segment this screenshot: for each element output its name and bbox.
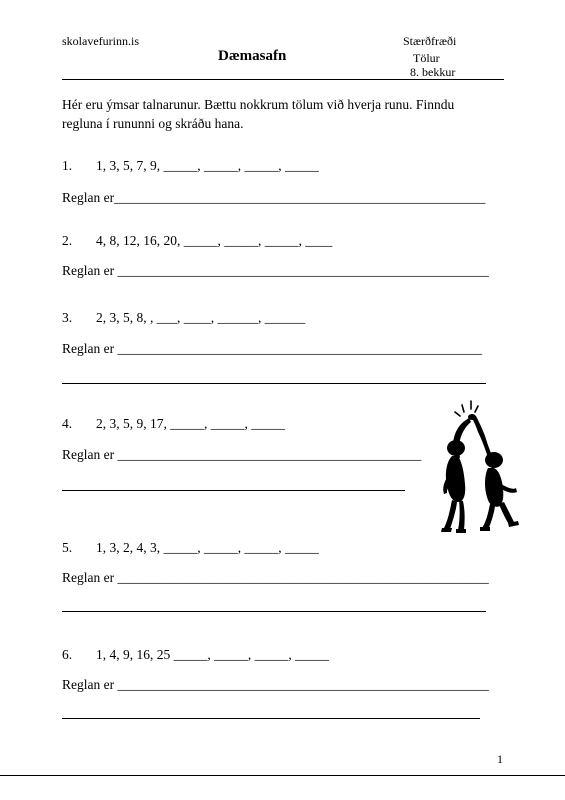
subject-label: Stærðfræði: [403, 34, 457, 48]
answer-line: [62, 383, 486, 384]
page-number: 1: [497, 752, 503, 766]
exercise-sequence: 1, 3, 5, 7, 9, _____, _____, _____, _____: [96, 158, 319, 173]
answer-line: [62, 611, 486, 612]
exercise-sequence: 4, 8, 12, 16, 20, _____, _____, _____, ____: [96, 233, 333, 248]
exercise-sequence: 2, 3, 5, 8, , ___, ____, ______, ______: [96, 310, 306, 325]
rule-line: Reglan er _______________________________________________________: [62, 570, 489, 585]
exercise-sequence: 1, 3, 2, 4, 3, _____, _____, _____, _____: [96, 540, 319, 555]
exercise-sequence: 1, 4, 9, 16, 25 _____, _____, _____, _____: [96, 647, 329, 662]
exercise-sequence: 2, 3, 5, 9, 17, _____, _____, _____: [96, 416, 285, 431]
intro-text: Hér eru ýmsar talnarunur. Bættu nokkrum tölum við hverja runu. Finndu regluna í rununni og skráðu hana.: [62, 97, 455, 131]
answer-line: [62, 490, 405, 491]
exercise-number: 6.: [62, 647, 73, 662]
exercise-number: 4.: [62, 416, 73, 431]
page-title: Dæmasafn: [218, 48, 287, 64]
rule-line: Reglan er _______________________________________________________: [62, 263, 489, 278]
rule-line: Reglan er _____________________________________________: [62, 447, 422, 462]
two-people-high-five-icon: [438, 398, 524, 536]
exercise-number: 2.: [62, 233, 73, 248]
exercise-number: 3.: [62, 310, 73, 325]
footer-divider: [0, 775, 565, 776]
grade-label: 8. bekkur: [410, 65, 456, 79]
exercise-number: 1.: [62, 158, 73, 173]
rule-line: Reglan er _______________________________________________________: [62, 677, 489, 692]
site-name: skolavefurinn.is: [62, 34, 139, 48]
answer-line: [62, 718, 480, 719]
rule-line: Reglan er_______________________________________________________: [62, 190, 486, 205]
header-divider: [62, 79, 504, 80]
exercise-number: 5.: [62, 540, 73, 555]
rule-line: Reglan er ______________________________________________________: [62, 341, 482, 356]
topic-label: Tölur: [413, 51, 440, 65]
